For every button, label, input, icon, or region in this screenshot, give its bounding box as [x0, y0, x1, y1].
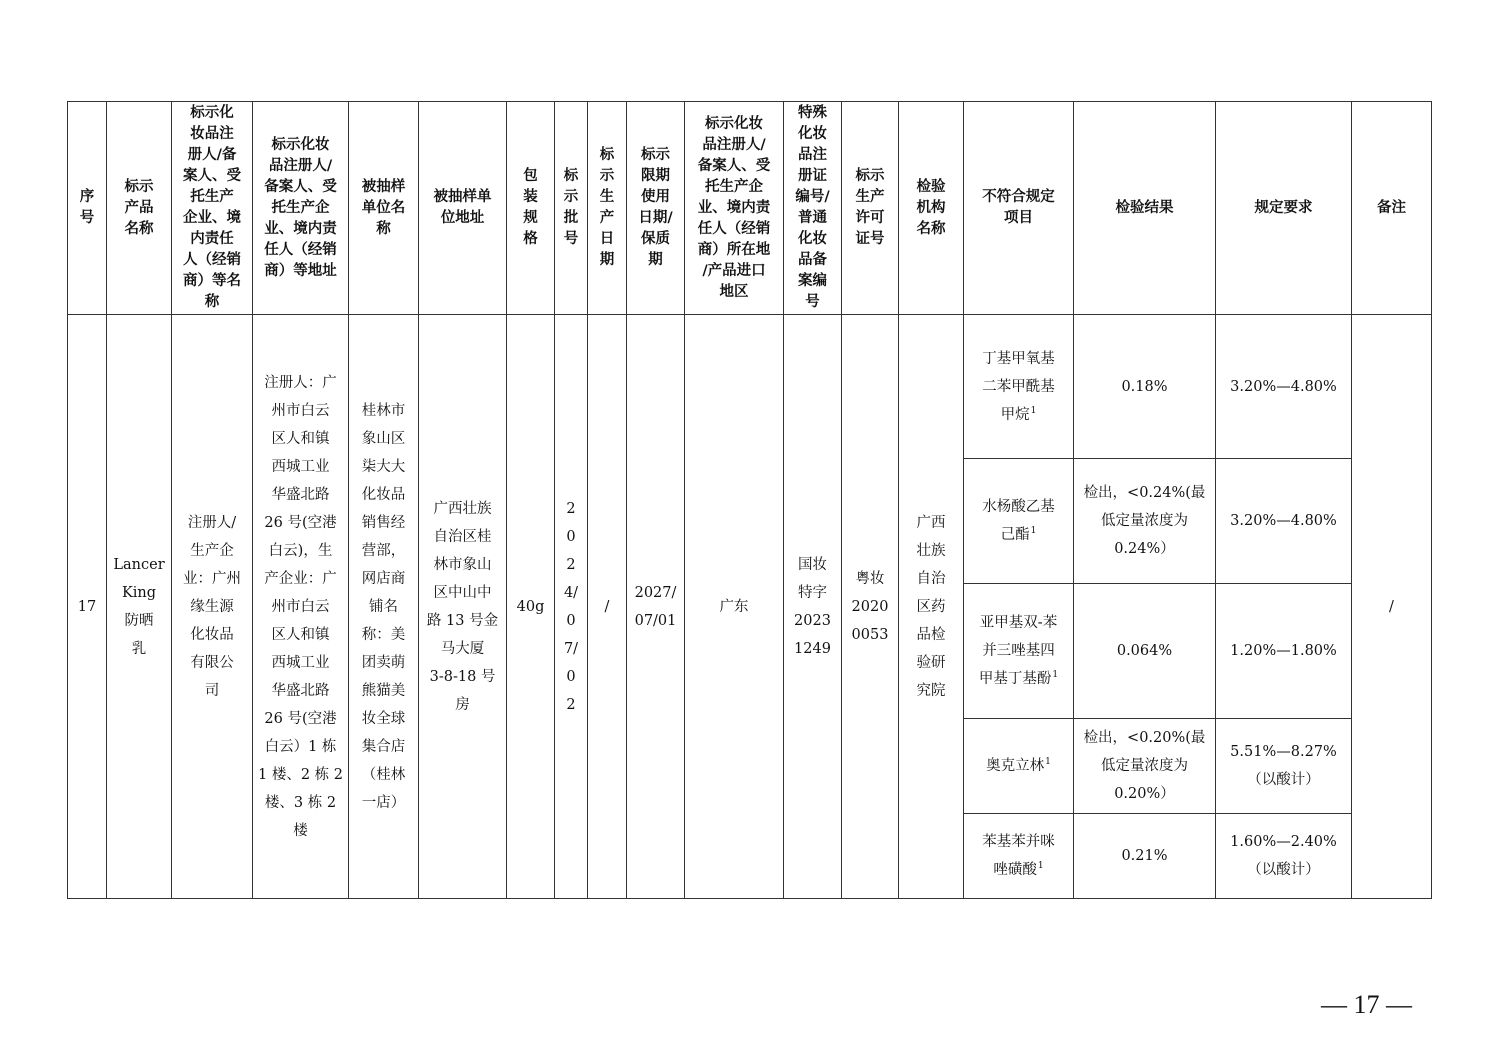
- table-row: [68, 315, 1432, 459]
- footnote-marker: 1: [1045, 757, 1051, 768]
- header-package-spec: 包 装 规 格: [507, 102, 555, 315]
- header-production-license: 标示 生产 许可 证号: [842, 102, 899, 315]
- cell-item: 奥克立林$^1$: [964, 719, 1074, 814]
- header-product-name: 标示 产品 名称: [107, 102, 172, 315]
- cell-batch-number: 2 0 2 4/ 0 7/ 0 2: [555, 315, 588, 899]
- footnote-marker: 1: [1052, 670, 1059, 681]
- header-sampled-unit-name: 被抽样 单位名 称: [349, 102, 419, 315]
- cell-location: 广东: [685, 315, 784, 899]
- cell-result: 0.21%: [1074, 814, 1216, 899]
- header-registrant-address: 标示化妆 品注册人/ 备案人、受 托生产企 业、境内责 任人（经销 商）等地址: [253, 102, 349, 315]
- cell-sampled-unit-address: 广西壮族 自治区桂 林市象山 区中山中 路 13 号金 马大厦 3-8-18 号 房: [419, 315, 507, 899]
- header-remark: 备注: [1352, 102, 1432, 315]
- cell-requirement: 3.20%—4.80%: [1216, 315, 1352, 459]
- header-location: 标示化妆 品注册人/ 备案人、受 托生产企 业、境内责 任人（经销 商）所在地 /产品进口 地区: [685, 102, 784, 315]
- page-number: — 17 —: [1321, 990, 1412, 1019]
- cell-requirement: 3.20%—4.80%: [1216, 459, 1352, 584]
- cell-production-license: 粤妆 2020 0053: [842, 315, 899, 899]
- header-expiry: 标示 限期 使用 日期/ 保质 期: [627, 102, 685, 315]
- cell-registrant-name: 注册人/ 生产企 业：广州 缘生源 化妆品 有限公 司: [172, 315, 253, 899]
- cell-expiry: 2027/ 07/01: [627, 315, 685, 899]
- cell-item: 水杨酸乙基 己酯$^1$: [964, 459, 1074, 584]
- cell-package-spec: 40g: [507, 315, 555, 899]
- cell-sampled-unit-name: 桂林市 象山区 柒大大 化妆品 销售经 营部， 网店商 铺名 称：美 团卖萌 熊猫美 妆全球 集合店 （桂林 一店）: [349, 315, 419, 899]
- cell-production-date: /: [588, 315, 627, 899]
- header-seq: 序 号: [68, 102, 107, 315]
- header-sampled-unit-address: 被抽样单 位地址: [419, 102, 507, 315]
- header-inspection-agency: 检验 机构 名称: [899, 102, 964, 315]
- cell-item: 丁基甲氧基 二苯甲酰基 甲烷$^1$: [964, 315, 1074, 459]
- footnote-marker: 1: [1030, 405, 1037, 416]
- header-registration-number: 特殊 化妆 品注 册证 编号/ 普通 化妆 品备 案编 号: [784, 102, 842, 315]
- header-row: [68, 102, 1432, 315]
- cell-result: 0.18%: [1074, 315, 1216, 459]
- cell-item: 苯基苯并咪 唑磺酸$^1$: [964, 814, 1074, 899]
- cell-remark: /: [1352, 315, 1432, 899]
- cell-requirement: 5.51%—8.27% （以酸计）: [1216, 719, 1352, 814]
- cell-requirement: 1.20%—1.80%: [1216, 584, 1352, 719]
- cell-result: 检出，<0.20%(最 低定量浓度为 0.20%）: [1074, 719, 1216, 814]
- cell-result: 检出，<0.24%(最 低定量浓度为 0.24%）: [1074, 459, 1216, 584]
- cell-product-name: Lancer King 防晒 乳: [107, 315, 172, 899]
- header-registrant-name: 标示化 妆品注 册人/备 案人、受 托生产 企业、境 内责任 人（经销 商）等名 称: [172, 102, 253, 315]
- cell-registration-number: 国妆 特字 2023 1249: [784, 315, 842, 899]
- footnote-marker: 1: [1030, 526, 1037, 537]
- cell-registrant-address: 注册人：广 州市白云 区人和镇 西城工业 华盛北路 26 号(空港 白云)，生 产企业：广 州市白云 区人和镇 西城工业 华盛北路 26 号(空港 白云）1 栋 1 楼、2 栋 2 楼、3 栋 2 楼: [253, 315, 349, 899]
- inspection-table: [67, 101, 1432, 899]
- cell-seq: 17: [68, 315, 107, 899]
- header-result: 检验结果: [1074, 102, 1216, 315]
- header-requirement: 规定要求: [1216, 102, 1352, 315]
- footnote-marker: 1: [1037, 861, 1044, 872]
- header-nonconforming-item: 不符合规定 项目: [964, 102, 1074, 315]
- cell-requirement: 1.60%—2.40% （以酸计）: [1216, 814, 1352, 899]
- cell-result: 0.064%: [1074, 584, 1216, 719]
- cell-inspection-agency: 广西 壮族 自治 区药 品检 验研 究院: [899, 315, 964, 899]
- header-production-date: 标 示 生 产 日 期: [588, 102, 627, 315]
- header-batch-number: 标 示 批 号: [555, 102, 588, 315]
- cell-item: 亚甲基双-苯 并三唑基四 甲基丁基酚$^1$: [964, 584, 1074, 719]
